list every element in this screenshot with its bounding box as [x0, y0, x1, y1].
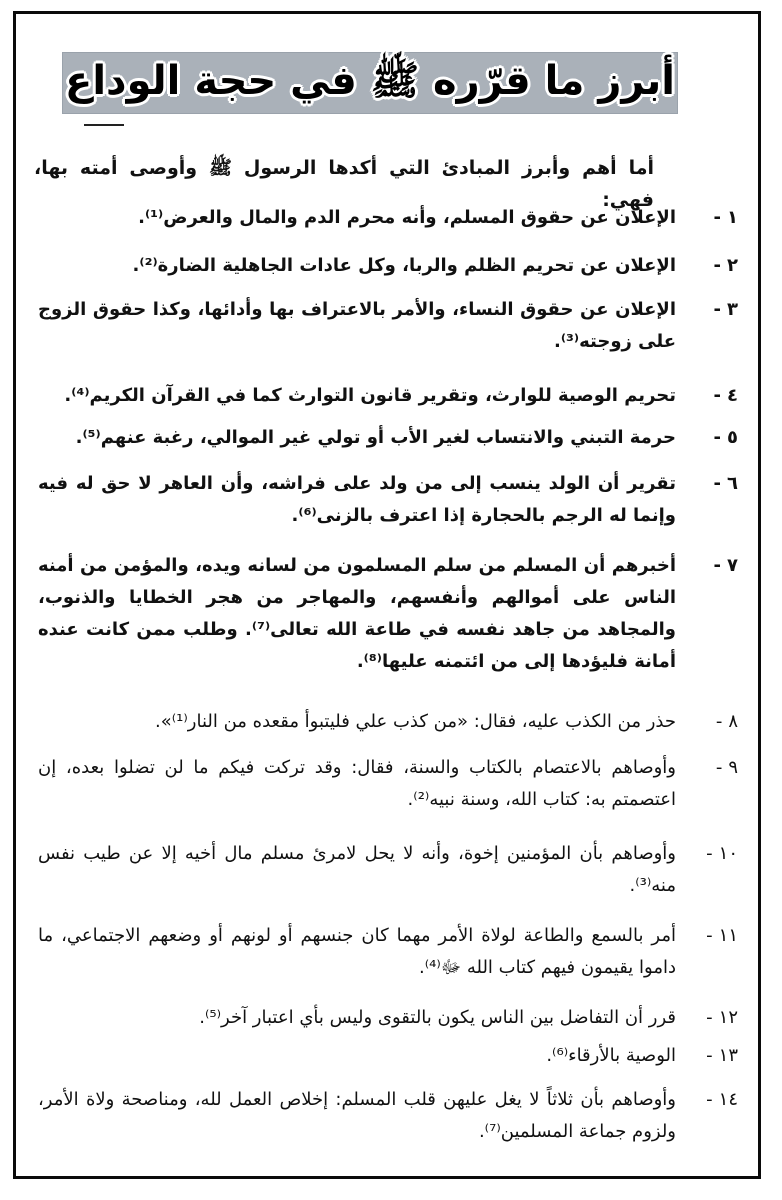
- list-item: [38, 920, 738, 984]
- item-number: ١-: [713, 207, 738, 228]
- list-item: [38, 468, 738, 532]
- item-number: ١٣-: [706, 1045, 738, 1066]
- item-text: تحريم الوصية للوارث، وتقرير قانون التوارث كما في القرآن الكريم⁽⁴⁾.: [64, 385, 676, 406]
- item-text: الوصية بالأرقاء⁽⁶⁾.: [546, 1045, 676, 1066]
- item-text: الإعلان عن تحريم الظلم والربا، وكل عادات الجاهلية الضارة⁽²⁾.: [132, 255, 676, 276]
- item-number: ٨-: [715, 711, 738, 732]
- item-number: ١٠-: [706, 843, 738, 864]
- item-number: ١٢-: [706, 1007, 738, 1028]
- list-item: [38, 752, 738, 816]
- item-text: الإعلان عن حقوق المسلم، وأنه محرم الدم والمال والعرض⁽¹⁾.: [138, 207, 676, 228]
- item-number: ٣-: [713, 299, 738, 320]
- list-item: [38, 838, 738, 902]
- item-text: حرمة التبني والانتساب لغير الأب أو تولي غير الموالي، رغبة عنهم⁽⁵⁾.: [75, 427, 676, 448]
- item-text: وأوصاهم بأن ثلاثاً لا يغل عليهن قلب المسلم: إخلاص العمل لله، ومناصحة ولاة الأمر، ولزوم جماعة المسلمين⁽⁷⁾.: [38, 1089, 676, 1142]
- list-item: [38, 550, 738, 678]
- item-number: ١١-: [706, 925, 738, 946]
- item-number: ٩-: [715, 757, 738, 778]
- item-text: تقرير أن الولد ينسب إلى من ولد على فراشه، وأن العاهر لا حق له فيه وإنما له الرجم بالحجارة إذا اعترف بالزنى⁽⁶⁾.: [38, 473, 676, 526]
- item-text: وأوصاهم بأن المؤمنين إخوة، وأنه لا يحل لامرئ مسلم مال أخيه إلا عن طيب نفس منه⁽³⁾.: [38, 843, 676, 896]
- intro-paragraph: أما أهم وأبرز المبادئ التي أكدها الرسول ﷺ وأوصى أمته بها، فهي:: [34, 157, 654, 211]
- list-item: [38, 422, 738, 454]
- item-number: ٧-: [713, 555, 738, 576]
- item-text: قرر أن التفاضل بين الناس يكون بالتقوى وليس بأي اعتبار آخر⁽⁵⁾.: [199, 1007, 676, 1028]
- item-number: ٦-: [713, 473, 738, 494]
- list-item: [38, 202, 738, 234]
- page-title: أبرز ما قرّره ﷺ في حجة الوداع: [65, 58, 675, 104]
- item-text: وأوصاهم بالاعتصام بالكتاب والسنة، فقال: وقد تركت فيكم ما لن تضلوا بعده، إن اعتصمتم به: كتاب الله، وسنة نبيه⁽²⁾.: [38, 757, 676, 810]
- list-item: [38, 250, 738, 282]
- item-number: ٥-: [713, 427, 738, 448]
- list-item: [38, 1002, 738, 1034]
- list-item: [38, 1084, 738, 1148]
- title-underline: [84, 124, 124, 126]
- item-number: ٤-: [713, 385, 738, 406]
- list-item: [38, 1040, 738, 1072]
- item-text: أخبرهم أن المسلم من سلم المسلمون من لسانه ويده، والمؤمن من أمنه الناس على أموالهم وأنفسهم، والمهاجر من هجر الخطايا والذنوب، والمجاهد من جاهد نفسه في طاعة الله تعالى⁽⁷⁾. وطلب ممن كانت عنده أمانة فليؤدها إلى من ائتمنه عليها⁽⁸⁾.: [38, 555, 676, 672]
- item-number: ١٤-: [706, 1089, 738, 1110]
- list-item: [38, 294, 738, 358]
- item-text: حذر من الكذب عليه، فقال: «من كذب علي فليتبوأ مقعده من النار⁽¹⁾».: [154, 711, 676, 732]
- item-text: أمر بالسمع والطاعة لولاة الأمر مهما كان جنسهم أو لونهم أو وضعهم الاجتماعي، ما داموا يقيمون فيهم كتاب الله ﷻ⁽⁴⁾.: [38, 925, 676, 978]
- list-item: [38, 706, 738, 738]
- item-number: ٢-: [713, 255, 738, 276]
- list-item: [38, 380, 738, 412]
- item-text: الإعلان عن حقوق النساء، والأمر بالاعتراف بها وأدائها، وكذا حقوق الزوج على زوجته⁽³⁾.: [38, 299, 676, 352]
